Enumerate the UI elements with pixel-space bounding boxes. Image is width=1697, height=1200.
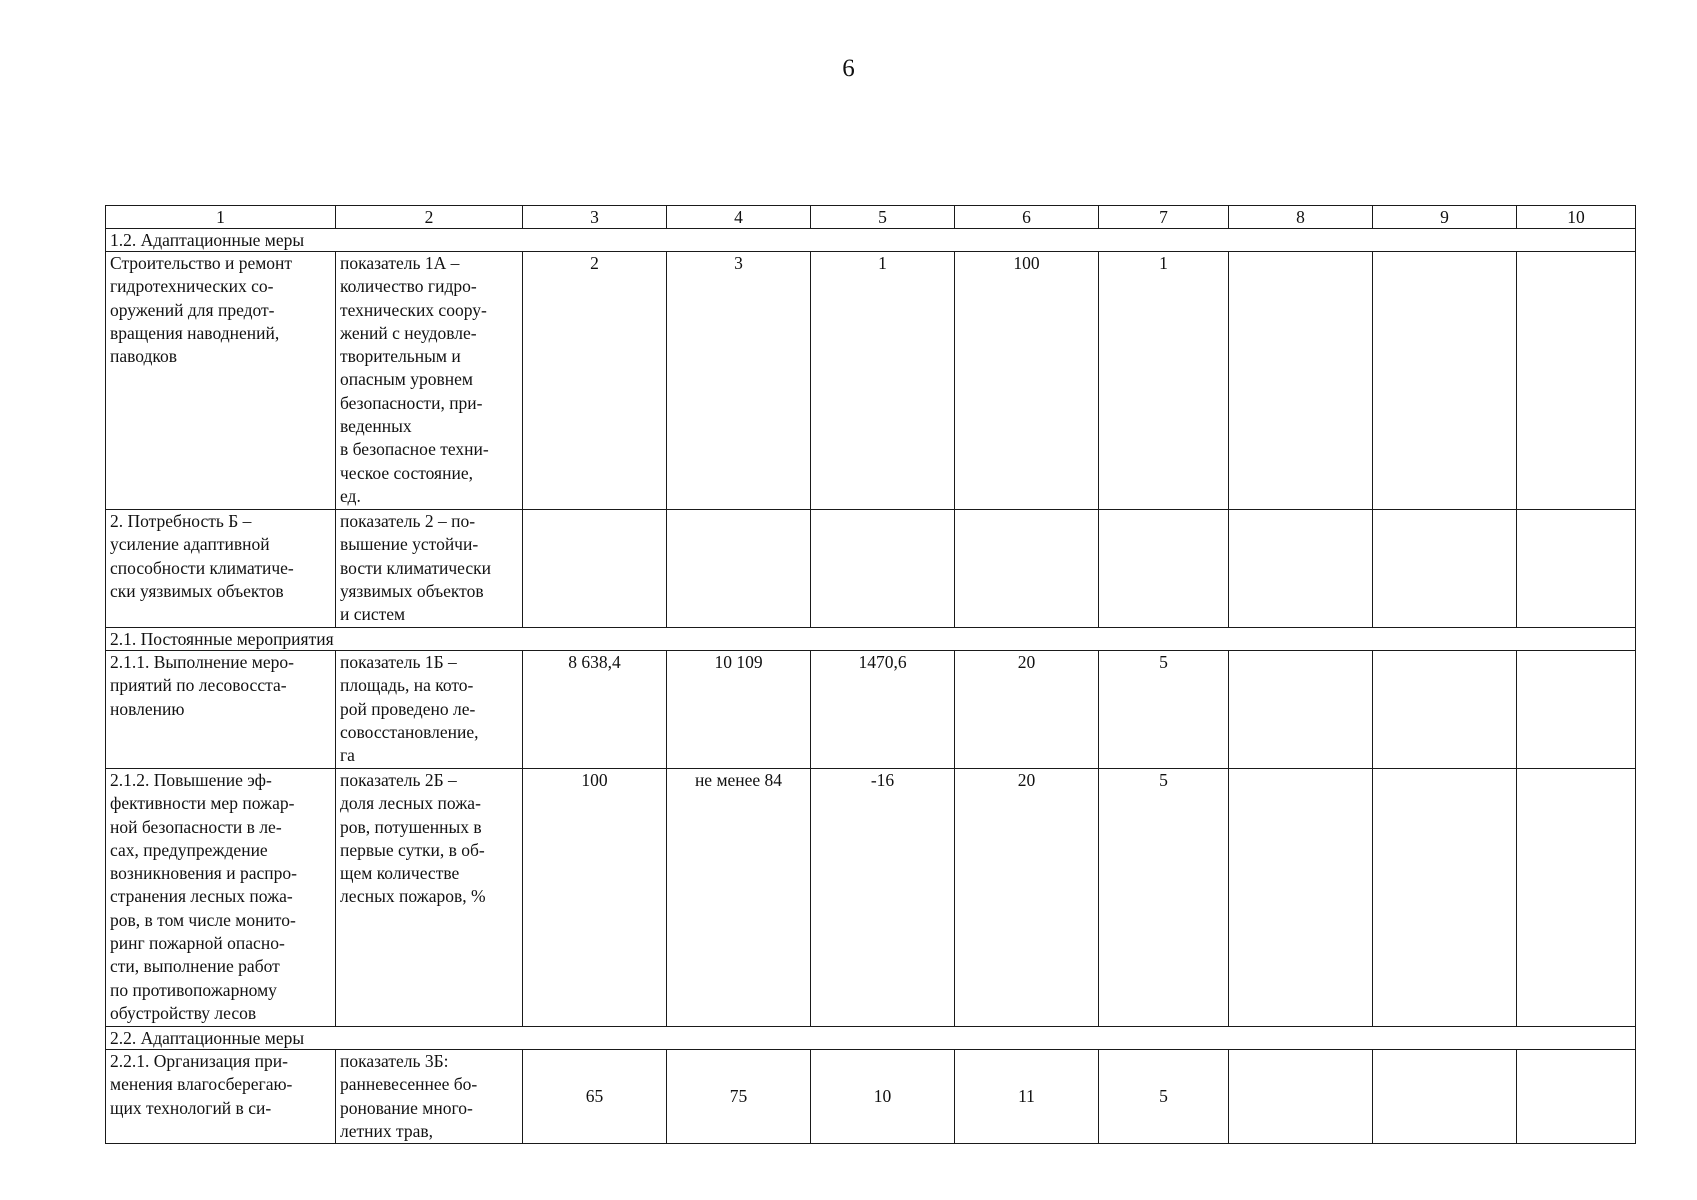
empty-cell <box>1517 769 1636 1027</box>
empty-cell <box>1373 510 1517 628</box>
page-number: 6 <box>842 55 855 82</box>
value-cell: 1470,6 <box>811 651 955 769</box>
header-cell: 5 <box>811 206 955 229</box>
header-cell: 7 <box>1099 206 1229 229</box>
empty-cell <box>1373 769 1517 1027</box>
header-cell: 2 <box>336 206 523 229</box>
header-cell: 4 <box>667 206 811 229</box>
header-cell: 3 <box>523 206 667 229</box>
empty-cell <box>1517 1050 1636 1144</box>
value-cell: 100 <box>523 769 667 1027</box>
value-cell: 5 <box>1099 769 1229 1027</box>
header-row <box>106 206 1636 229</box>
section-row <box>106 628 1636 651</box>
header-cell: 10 <box>1517 206 1636 229</box>
table-row <box>106 651 1636 769</box>
empty-cell <box>1517 651 1636 769</box>
header-cell: 1 <box>106 206 336 229</box>
section-title: 2.2. Адаптационные меры <box>106 1027 1636 1050</box>
empty-cell <box>1373 252 1517 510</box>
empty-cell <box>1229 1050 1373 1144</box>
table-row <box>106 1050 1636 1144</box>
indicator-cell: показатель 2 – по- вышение устойчи- вости климатически уязвимых объектов и систем <box>336 510 523 628</box>
measure-cell: 2.2.1. Организация при- менения влагосберегаю- щих технологий в си- <box>106 1050 336 1144</box>
value-cell: 100 <box>955 252 1099 510</box>
value-cell: 65 <box>523 1050 667 1144</box>
value-cell: 1 <box>1099 252 1229 510</box>
value-cell: 8 638,4 <box>523 651 667 769</box>
empty-cell <box>811 510 955 628</box>
empty-cell <box>523 510 667 628</box>
section-row <box>106 1027 1636 1050</box>
empty-cell <box>1229 769 1373 1027</box>
value-cell: 3 <box>667 252 811 510</box>
table-row <box>106 510 1636 628</box>
value-cell: не менее 84 <box>667 769 811 1027</box>
indicator-cell: показатель 1Б – площадь, на кото- рой проведено ле- совосстановление, га <box>336 651 523 769</box>
value-cell: 1 <box>811 252 955 510</box>
value-cell: 2 <box>523 252 667 510</box>
empty-cell <box>1373 651 1517 769</box>
measure-cell: Строительство и ремонт гидротехнических со- оружений для предот- вращения наводнений, паводков <box>106 252 336 510</box>
empty-cell <box>667 510 811 628</box>
value-cell: 20 <box>955 651 1099 769</box>
empty-cell <box>1229 252 1373 510</box>
empty-cell <box>1099 510 1229 628</box>
indicator-cell: показатель 2Б – доля лесных пожа- ров, потушенных в первые сутки, в об- щем количестве лесных пожаров, % <box>336 769 523 1027</box>
measure-cell: 2.1.2. Повышение эф- фективности мер пожар- ной безопасности в ле- сах, предупреждение возникновения и распро- странения лесных пожа- ров, в том числе монито- ринг пожарной опасно- сти, выполнение работ по противопожарному обустройству лесов <box>106 769 336 1027</box>
value-cell: 11 <box>955 1050 1099 1144</box>
header-cell: 6 <box>955 206 1099 229</box>
value-cell: 5 <box>1099 1050 1229 1144</box>
empty-cell <box>1373 1050 1517 1144</box>
empty-cell <box>955 510 1099 628</box>
empty-cell <box>1229 651 1373 769</box>
value-cell: 10 109 <box>667 651 811 769</box>
measure-cell: 2. Потребность Б – усиление адаптивной способности климатиче- ски уязвимых объектов <box>106 510 336 628</box>
empty-cell <box>1517 252 1636 510</box>
value-cell: -16 <box>811 769 955 1027</box>
header-cell: 9 <box>1373 206 1517 229</box>
section-title: 2.1. Постоянные мероприятия <box>106 628 1636 651</box>
section-title: 1.2. Адаптационные меры <box>106 229 1636 252</box>
header-cell: 8 <box>1229 206 1373 229</box>
table-row <box>106 252 1636 510</box>
value-cell: 5 <box>1099 651 1229 769</box>
indicator-cell: показатель 1А – количество гидро- технических соору- жений с неудовле- творительным и опасным уровнем безопасности, при- веденных в безопасное техни- ческое состояние, ед. <box>336 252 523 510</box>
measure-cell: 2.1.1. Выполнение меро- приятий по лесовосста- новлению <box>106 651 336 769</box>
value-cell: 20 <box>955 769 1099 1027</box>
section-row <box>106 229 1636 252</box>
value-cell: 75 <box>667 1050 811 1144</box>
empty-cell <box>1229 510 1373 628</box>
indicator-cell: показатель 3Б: ранневесеннее бо- ронование много- летних трав, <box>336 1050 523 1144</box>
measures-table <box>105 205 1636 1144</box>
value-cell: 10 <box>811 1050 955 1144</box>
empty-cell <box>1517 510 1636 628</box>
table-row <box>106 769 1636 1027</box>
